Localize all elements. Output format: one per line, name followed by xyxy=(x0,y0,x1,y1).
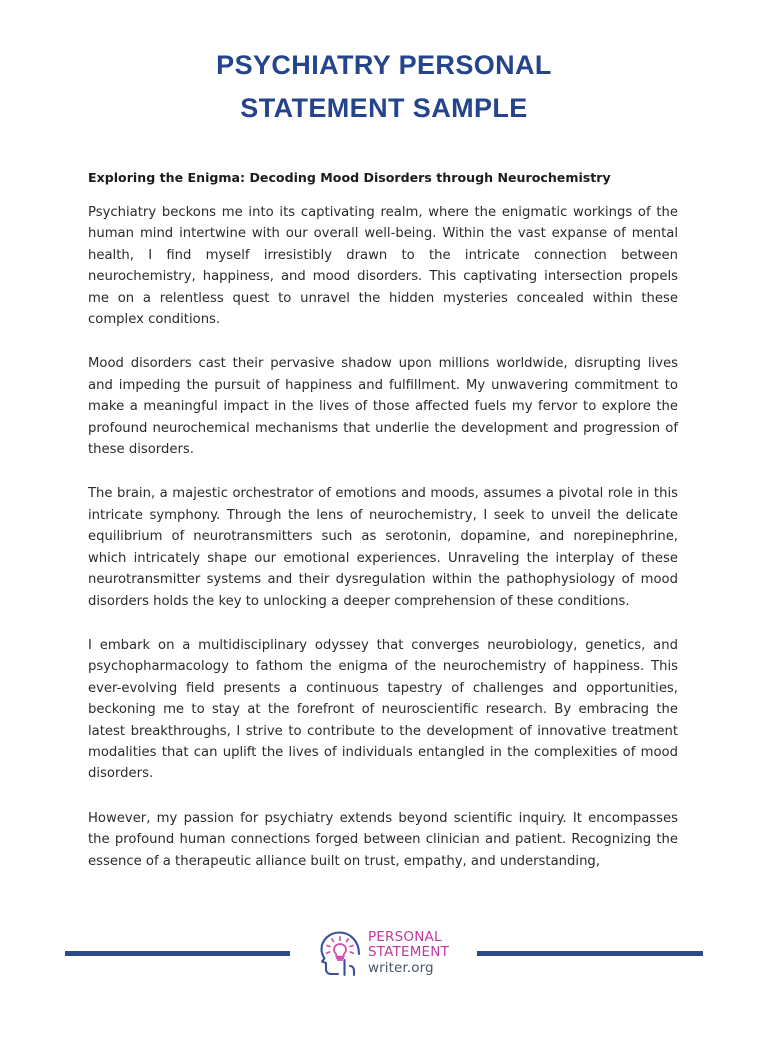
logo-wordmark xyxy=(368,930,449,976)
body-paragraph: However, my passion for psychiatry extends beyond scientific inquiry. It encompasses the profound human connections forged between clinician and patient. Recognizing the essence of a therapeutic alliance built on trust, empathy, and understanding, xyxy=(88,810,678,869)
page-footer xyxy=(0,921,768,985)
body-paragraph: The brain, a majestic orchestrator of emotions and moods, assumes a pivotal role in this intricate symphony. Through the lens of neurochemistry, I seek to unveil the delicate equilibrium of neurotransmitters such as serotonin, dopamine, and norepinephrine, which intricately shape our emotional experiences. Unraveling the interplay of these neurotransmitter systems and their dysregulation within the pathophysiology of mood disorders holds the key to unlocking a deeper comprehension of these conditions. xyxy=(88,486,678,609)
body-paragraph: I embark on a multidisciplinary odyssey that converges neurobiology, genetics, and psychopharmacology to fathom the enigma of the neurochemistry of happiness. This ever-evolving field presents a continuous tapestry of challenges and opportunities, beckoning me to stay at the forefront of neuroscientific research. By embracing the latest breakthroughs, I strive to contribute to the development of innovative treatment modalities that can uplift the lives of individuals entangled in the complexities of mood disorders. xyxy=(88,637,678,782)
page-title-line-2: STATEMENT SAMPLE xyxy=(240,93,528,123)
logo-line-personal: PERSONAL xyxy=(367,929,442,945)
site-logo[interactable] xyxy=(318,928,449,978)
logo-line-domain: writer.org xyxy=(367,960,434,976)
page-title xyxy=(0,0,768,130)
footer-divider-left xyxy=(65,951,290,956)
head-lightbulb-icon xyxy=(318,928,362,978)
footer-divider-right xyxy=(477,951,703,956)
logo-line-statement: STATEMENT xyxy=(367,944,450,960)
body-paragraph: Psychiatry beckons me into its captivating realm, where the enigmatic workings of the human mind intertwine with our overall well-being. Within the vast expanse of mental health, I find myself irresistibly drawn to the intricate connection between neurochemistry, happiness, and mood disorders. This captivating intersection propels me on a relentless quest to unravel the hidden mysteries concealed within these complex conditions. xyxy=(88,205,678,328)
section-heading: Exploring the Enigma: Decoding Mood Disorders through Neurochemistry xyxy=(88,170,611,185)
page-title-line-1: PSYCHIATRY PERSONAL xyxy=(216,50,552,80)
document-body xyxy=(88,168,678,872)
body-paragraph: Mood disorders cast their pervasive shadow upon millions worldwide, disrupting lives and impeding the pursuit of happiness and fulfillment. My unwavering commitment to make a meaningful impact in the lives of those affected fuels my fervor to explore the profound neurochemical mechanisms that underlie the development and progression of these disorders. xyxy=(88,356,678,458)
